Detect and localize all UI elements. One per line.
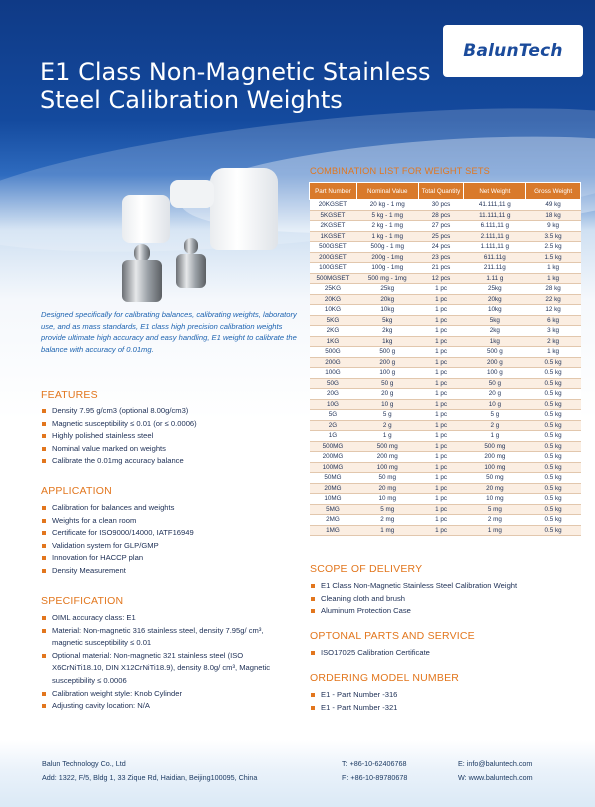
application-heading: APPLICATION xyxy=(41,485,112,497)
table-cell: 20kg xyxy=(356,294,418,305)
website-link[interactable]: W: www.baluntech.com xyxy=(458,772,533,782)
table-row xyxy=(310,431,581,442)
table-cell: 1 pc xyxy=(418,420,464,431)
table-row xyxy=(310,210,581,221)
table-cell: 12 kg xyxy=(526,305,581,316)
table-row xyxy=(310,347,581,358)
table-cell: 25kg xyxy=(464,284,526,295)
table-cell: 3 kg xyxy=(526,326,581,337)
table-cell: 1 kg xyxy=(526,347,581,358)
table-row xyxy=(310,399,581,410)
table-cell: 500 mg - 1mg xyxy=(356,273,418,284)
table-cell: 500GSET xyxy=(310,242,357,253)
table-cell: 10 mg xyxy=(356,494,418,505)
table-cell: 200g - 1mg xyxy=(356,252,418,263)
table-cell: 20 mg xyxy=(464,483,526,494)
table-cell: 50 mg xyxy=(464,473,526,484)
table-cell: 1 mg xyxy=(356,525,418,536)
table-cell: 0.5 kg xyxy=(526,525,581,536)
list-item: E1 - Part Number -321 xyxy=(310,702,585,715)
table-cell: 100G xyxy=(310,368,357,379)
table-cell: 2 mg xyxy=(464,515,526,526)
fax: F: +86-10-89780678 xyxy=(342,772,408,782)
table-row xyxy=(310,368,581,379)
table-cell: 1 pc xyxy=(418,504,464,515)
table-cell: 25KG xyxy=(310,284,357,295)
col-total-quantity: Total Quantity xyxy=(418,183,464,200)
table-cell: 100 g xyxy=(464,368,526,379)
container-jar-medium xyxy=(122,195,170,243)
delivery-list xyxy=(310,580,585,618)
table-cell: 22 kg xyxy=(526,294,581,305)
table-cell: 50 g xyxy=(356,378,418,389)
table-cell: 10G xyxy=(310,399,357,410)
table-cell: 1G xyxy=(310,431,357,442)
table-cell: 1 pc xyxy=(418,315,464,326)
table-row xyxy=(310,452,581,463)
list-item: Highly polished stainless steel xyxy=(41,430,301,443)
table-cell: 500 mg xyxy=(464,441,526,452)
table-row xyxy=(310,336,581,347)
table-cell: 20 kg - 1 mg xyxy=(356,200,418,211)
table-cell: 20 g xyxy=(356,389,418,400)
title-line-2: Steel Calibration Weights xyxy=(40,86,343,114)
table-row xyxy=(310,525,581,536)
table-row xyxy=(310,294,581,305)
specification-heading: SPECIFICATION xyxy=(41,595,124,607)
table-cell: 1 pc xyxy=(418,378,464,389)
list-item: Nominal value marked on weights xyxy=(41,443,301,456)
table-cell: 200 mg xyxy=(356,452,418,463)
table-cell: 500 g xyxy=(464,347,526,358)
list-item: Optional material: Non-magnetic 321 stainless steel (ISO X6CrNiTi18.10, DIN X12CrNiTi18.9), density 8.0g/ cm³, Magnetic susceptibility ≤ 0.0006 xyxy=(41,650,293,688)
table-cell: 200 mg xyxy=(464,452,526,463)
table-cell: 500 mg xyxy=(356,441,418,452)
table-row xyxy=(310,504,581,515)
table-row xyxy=(310,252,581,263)
table-cell: 1 g xyxy=(464,431,526,442)
table-cell: 49 kg xyxy=(526,200,581,211)
table-cell: 1.111,11 g xyxy=(464,242,526,253)
weight-knob-small xyxy=(184,238,198,254)
table-cell: 5 g xyxy=(356,410,418,421)
table-cell: 1 kg xyxy=(526,263,581,274)
table-cell: 211.11g xyxy=(464,263,526,274)
table-cell: 3.5 kg xyxy=(526,231,581,242)
list-item: E1 - Part Number -316 xyxy=(310,689,585,702)
container-jar-large xyxy=(210,168,278,250)
table-cell: 1kg xyxy=(356,336,418,347)
table-cell: 10 g xyxy=(356,399,418,410)
table-cell: 1 pc xyxy=(418,515,464,526)
table-cell: 0.5 kg xyxy=(526,399,581,410)
table-cell: 2 kg - 1 mg xyxy=(356,221,418,232)
table-cell: 200GSET xyxy=(310,252,357,263)
table-cell: 11.111,11 g xyxy=(464,210,526,221)
table-cell: 1 pc xyxy=(418,399,464,410)
table-row xyxy=(310,378,581,389)
combination-table-body xyxy=(310,200,581,536)
table-cell: 1 kg - 1 mg xyxy=(356,231,418,242)
table-cell: 0.5 kg xyxy=(526,357,581,368)
table-cell: 24 pcs xyxy=(418,242,464,253)
table-cell: 1 pc xyxy=(418,368,464,379)
table-cell: 1.5 kg xyxy=(526,252,581,263)
table-cell: 1 mg xyxy=(464,525,526,536)
table-cell: 10MG xyxy=(310,494,357,505)
table-cell: 1 pc xyxy=(418,494,464,505)
table-row xyxy=(310,242,581,253)
table-cell: 50G xyxy=(310,378,357,389)
table-cell: 2MG xyxy=(310,515,357,526)
table-cell: 1kg xyxy=(464,336,526,347)
table-cell: 1 pc xyxy=(418,347,464,358)
ordering-list xyxy=(310,689,585,714)
table-cell: 0.5 kg xyxy=(526,483,581,494)
list-item: Material: Non-magnetic 316 stainless steel, density 7.95g/ cm³, magnetic susceptibility ≤ 0.01 xyxy=(41,625,293,650)
table-cell: 23 pcs xyxy=(418,252,464,263)
table-cell: 1 kg xyxy=(526,273,581,284)
table-cell: 28 kg xyxy=(526,284,581,295)
weight-body-large xyxy=(122,260,162,302)
list-item: E1 Class Non-Magnetic Stainless Steel Calibration Weight xyxy=(310,580,585,593)
table-cell: 611.11g xyxy=(464,252,526,263)
table-cell: 1 pc xyxy=(418,326,464,337)
table-cell: 9 kg xyxy=(526,221,581,232)
col-nominal-value: Nominal Value xyxy=(356,183,418,200)
table-row xyxy=(310,231,581,242)
table-cell: 200MG xyxy=(310,452,357,463)
table-cell: 2G xyxy=(310,420,357,431)
table-cell: 1 pc xyxy=(418,305,464,316)
container-jar-small xyxy=(170,180,214,208)
table-cell: 1 pc xyxy=(418,336,464,347)
table-row xyxy=(310,473,581,484)
table-row xyxy=(310,494,581,505)
table-cell: 20G xyxy=(310,389,357,400)
table-row xyxy=(310,305,581,316)
table-cell: 5kg xyxy=(464,315,526,326)
table-cell: 1 pc xyxy=(418,284,464,295)
table-cell: 500G xyxy=(310,347,357,358)
table-cell: 0.5 kg xyxy=(526,473,581,484)
application-list xyxy=(41,502,301,578)
table-cell: 18 kg xyxy=(526,210,581,221)
table-cell: 1 g xyxy=(356,431,418,442)
col-net-weight: Net Weight xyxy=(464,183,526,200)
table-cell: 2 g xyxy=(464,420,526,431)
table-cell: 5 kg - 1 mg xyxy=(356,210,418,221)
table-cell: 2KGSET xyxy=(310,221,357,232)
table-cell: 0.5 kg xyxy=(526,431,581,442)
table-cell: 10kg xyxy=(356,305,418,316)
list-item: Magnetic susceptibility ≤ 0.01 (or ≤ 0.0006) xyxy=(41,418,301,431)
company-address: Add: 1322, F/5, Bldg 1, 33 Zique Rd, Haidian, Beijing100095, China xyxy=(42,772,258,782)
table-cell: 25 pcs xyxy=(418,231,464,242)
table-cell: 1 pc xyxy=(418,389,464,400)
features-list xyxy=(41,405,301,468)
table-cell: 20KG xyxy=(310,294,357,305)
table-cell: 2 kg xyxy=(526,336,581,347)
table-cell: 1 pc xyxy=(418,483,464,494)
delivery-heading: SCOPE OF DELIVERY xyxy=(310,563,423,575)
table-cell: 5KG xyxy=(310,315,357,326)
logo-text: BalunTech xyxy=(463,41,563,61)
table-cell: 20 g xyxy=(464,389,526,400)
table-row xyxy=(310,200,581,211)
table-cell: 10 mg xyxy=(464,494,526,505)
table-cell: 1 pc xyxy=(418,452,464,463)
table-cell: 2KG xyxy=(310,326,357,337)
table-cell: 0.5 kg xyxy=(526,494,581,505)
table-cell: 6 kg xyxy=(526,315,581,326)
specification-list xyxy=(41,612,293,713)
col-gross-weight: Gross Weight xyxy=(526,183,581,200)
table-cell: 21 pcs xyxy=(418,263,464,274)
table-cell: 0.5 kg xyxy=(526,504,581,515)
table-cell: 20MG xyxy=(310,483,357,494)
table-cell: 100GSET xyxy=(310,263,357,274)
table-cell: 10kg xyxy=(464,305,526,316)
table-cell: 1 pc xyxy=(418,431,464,442)
table-cell: 20 mg xyxy=(356,483,418,494)
optional-heading: OPTONAL PARTS AND SERVICE xyxy=(310,630,475,642)
table-cell: 0.5 kg xyxy=(526,368,581,379)
table-row xyxy=(310,441,581,452)
table-cell: 500MGSET xyxy=(310,273,357,284)
page-title xyxy=(40,58,440,114)
table-cell: 30 pcs xyxy=(418,200,464,211)
list-item: Aluminum Protection Case xyxy=(310,605,585,618)
combination-table xyxy=(309,182,581,536)
table-cell: 28 pcs xyxy=(418,210,464,221)
table-cell: 500g - 1 mg xyxy=(356,242,418,253)
table-cell: 5 mg xyxy=(356,504,418,515)
list-item: Calibrate the 0.01mg accuracy balance xyxy=(41,455,301,468)
table-cell: 200 g xyxy=(464,357,526,368)
table-row xyxy=(310,462,581,473)
title-line-1: E1 Class Non-Magnetic Stainless xyxy=(40,58,431,86)
table-cell: 200 g xyxy=(356,357,418,368)
table-cell: 100g - 1mg xyxy=(356,263,418,274)
intro-paragraph: Designed specifically for calibrating balances, calibrating weights, laboratory use, and as mass standards, E1 class high precision calibration weights provide ultimate high accuracy and easy handling, E1 weight to calibrate the balance with accuracy of 0.01mg. xyxy=(41,310,297,354)
list-item: Density Measurement xyxy=(41,565,301,578)
table-cell: 100 g xyxy=(356,368,418,379)
optional-list xyxy=(310,647,585,660)
table-cell: 25kg xyxy=(356,284,418,295)
table-cell: 41.111,11 g xyxy=(464,200,526,211)
table-cell: 2.5 kg xyxy=(526,242,581,253)
table-cell: 10KG xyxy=(310,305,357,316)
table-cell: 0.5 kg xyxy=(526,441,581,452)
ordering-heading: ORDERING MODEL NUMBER xyxy=(310,672,460,684)
list-item: ISO17025 Calibration Certificate xyxy=(310,647,585,660)
table-row xyxy=(310,389,581,400)
table-row xyxy=(310,273,581,284)
table-row xyxy=(310,263,581,274)
table-cell: 1 pc xyxy=(418,441,464,452)
table-cell: 1KGSET xyxy=(310,231,357,242)
table-cell: 20KGSET xyxy=(310,200,357,211)
table-cell: 2kg xyxy=(464,326,526,337)
table-cell: 2.111,11 g xyxy=(464,231,526,242)
table-cell: 5 mg xyxy=(464,504,526,515)
table-cell: 50 g xyxy=(464,378,526,389)
table-row xyxy=(310,483,581,494)
table-cell: 5G xyxy=(310,410,357,421)
table-cell: 500MG xyxy=(310,441,357,452)
table-row xyxy=(310,221,581,232)
table-cell: 1 pc xyxy=(418,294,464,305)
table-cell: 100 mg xyxy=(356,462,418,473)
table-cell: 2kg xyxy=(356,326,418,337)
features-heading: FEATURES xyxy=(41,389,98,401)
footer-contact xyxy=(458,757,533,784)
table-cell: 0.5 kg xyxy=(526,410,581,421)
table-cell: 0.5 kg xyxy=(526,378,581,389)
table-cell: 50MG xyxy=(310,473,357,484)
table-cell: 6.111,11 g xyxy=(464,221,526,232)
table-cell: 500 g xyxy=(356,347,418,358)
footer-company xyxy=(42,757,257,784)
table-row xyxy=(310,410,581,421)
table-cell: 5 g xyxy=(464,410,526,421)
company-logo xyxy=(443,25,583,77)
list-item: Calibration weight style: Knob Cylinder xyxy=(41,688,293,701)
table-row xyxy=(310,315,581,326)
company-name: Balun Technology Co., Ltd xyxy=(42,759,126,768)
table-cell: 0.5 kg xyxy=(526,420,581,431)
table-cell: 10 g xyxy=(464,399,526,410)
table-cell: 50 mg xyxy=(356,473,418,484)
table-cell: 5MG xyxy=(310,504,357,515)
table-cell: 27 pcs xyxy=(418,221,464,232)
list-item: Density 7.95 g/cm3 (optional 8.00g/cm3) xyxy=(41,405,301,418)
table-cell: 1 pc xyxy=(418,410,464,421)
table-cell: 0.5 kg xyxy=(526,389,581,400)
table-cell: 0.5 kg xyxy=(526,452,581,463)
table-cell: 0.5 kg xyxy=(526,462,581,473)
table-cell: 1 pc xyxy=(418,525,464,536)
table-cell: 1MG xyxy=(310,525,357,536)
table-cell: 200G xyxy=(310,357,357,368)
table-cell: 2 g xyxy=(356,420,418,431)
footer-phone xyxy=(342,757,407,784)
telephone: T: +86-10-62406768 xyxy=(342,759,407,768)
table-row xyxy=(310,515,581,526)
table-row xyxy=(310,357,581,368)
table-cell: 2 mg xyxy=(356,515,418,526)
email-link[interactable]: E: info@baluntech.com xyxy=(458,759,533,768)
table-header-row xyxy=(310,183,581,200)
table-cell: 1KG xyxy=(310,336,357,347)
list-item: Adjusting cavity location: N/A xyxy=(41,700,293,713)
table-cell: 100 mg xyxy=(464,462,526,473)
weight-body-small xyxy=(176,254,206,288)
product-photo xyxy=(100,162,300,302)
table-cell: 0.5 kg xyxy=(526,515,581,526)
table-cell: 12 pcs xyxy=(418,273,464,284)
table-cell: 1 pc xyxy=(418,462,464,473)
table-cell: 20kg xyxy=(464,294,526,305)
list-item: Calibration for balances and weights xyxy=(41,502,301,515)
table-cell: 5kg xyxy=(356,315,418,326)
table-row xyxy=(310,284,581,295)
combination-heading: COMBINATION LIST FOR WEIGHT SETS xyxy=(310,166,490,176)
list-item: Validation system for GLP/GMP xyxy=(41,540,301,553)
table-cell: 1 pc xyxy=(418,357,464,368)
table-cell: 1 pc xyxy=(418,473,464,484)
list-item: Certificate for ISO9000/14000, IATF16949 xyxy=(41,527,301,540)
table-cell: 5KGSET xyxy=(310,210,357,221)
table-row xyxy=(310,420,581,431)
table-cell: 100MG xyxy=(310,462,357,473)
list-item: OIML accuracy class: E1 xyxy=(41,612,293,625)
list-item: Innovation for HACCP plan xyxy=(41,552,301,565)
table-row xyxy=(310,326,581,337)
table-cell: 1.11 g xyxy=(464,273,526,284)
list-item: Cleaning cloth and brush xyxy=(310,593,585,606)
col-part-number: Part Number xyxy=(310,183,357,200)
list-item: Weights for a clean room xyxy=(41,515,301,528)
